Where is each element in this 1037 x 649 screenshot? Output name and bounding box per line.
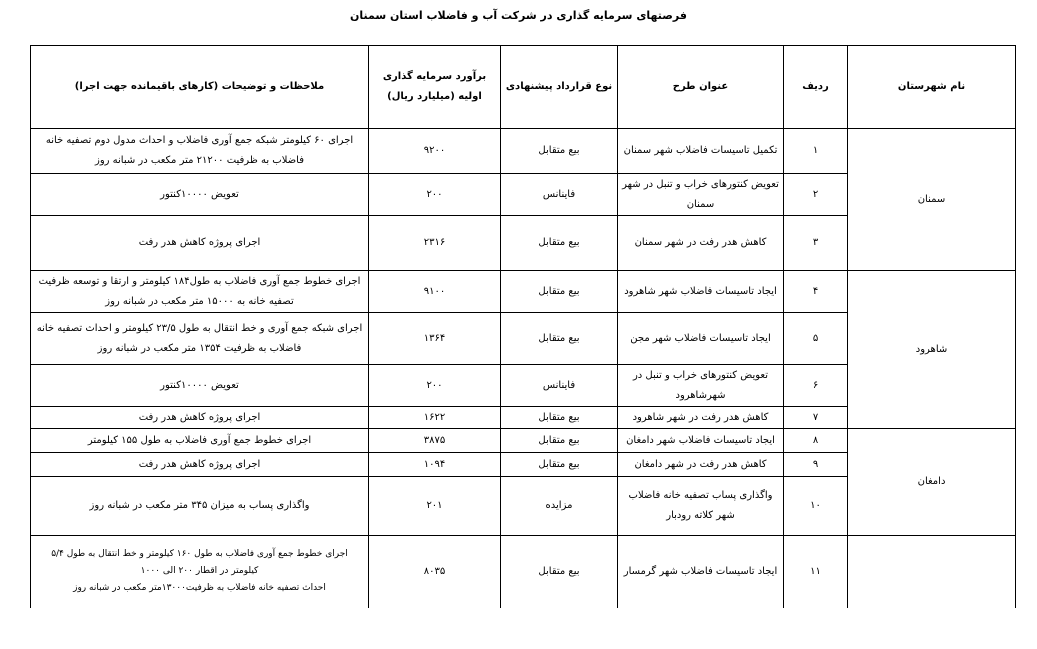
notes-text: اجرای پروژه کاهش هدر رفت: [31, 216, 369, 271]
contract-type: بیع متقابل: [501, 536, 618, 608]
city-cell: دامغان: [848, 429, 1016, 536]
project-title: تعویض کنتورهای خراب و تنبل در شهر سمنان: [618, 174, 784, 216]
project-title: کاهش هدر رفت در شهر شاهرود: [618, 407, 784, 429]
cost-value: ۱۳۶۴: [369, 313, 501, 365]
table-row: [31, 129, 1016, 174]
row-number: ۹: [784, 453, 848, 477]
city-cell: سمنان: [848, 129, 1016, 271]
row-number: ۱: [784, 129, 848, 174]
contract-type: فاینانس: [501, 174, 618, 216]
table-row: [31, 429, 1016, 453]
contract-type: فاینانس: [501, 365, 618, 407]
city-cell: شاهرود: [848, 271, 1016, 429]
row-number: ۶: [784, 365, 848, 407]
project-title: تکمیل تاسیسات فاضلاب شهر سمنان: [618, 129, 784, 174]
contract-type: بیع متقابل: [501, 453, 618, 477]
row-number: ۴: [784, 271, 848, 313]
row-number: ۲: [784, 174, 848, 216]
project-title: کاهش هدر رفت در شهر دامغان: [618, 453, 784, 477]
cost-value: ۲۰۱: [369, 477, 501, 536]
table-row: [31, 536, 1016, 608]
table-row: [31, 271, 1016, 313]
table-header-row: [31, 46, 1016, 129]
notes-text: اجرای خطوط جمع آوری فاضلاب به طول ۱۵۵ کیلومتر: [31, 429, 369, 453]
row-number: ۵: [784, 313, 848, 365]
notes-text: اجرای پروژه کاهش هدر رفت: [31, 453, 369, 477]
project-title: ایجاد تاسیسات فاضلاب شهر شاهرود: [618, 271, 784, 313]
notes-line: کیلومتر در اقطار ۲۰۰ الی ۱۰۰۰: [140, 566, 259, 577]
notes-text: اجرای شبکه جمع آوری و خط انتقال به طول ۲۳/۵ کیلومتر و احداث تصفیه خانه فاضلاب به ظرفیت ۱۳۵۴ متر مکعب در شبانه روز: [31, 313, 369, 365]
contract-type: بیع متقابل: [501, 216, 618, 271]
header-project: عنوان طرح: [618, 46, 784, 129]
cost-value: ۳۸۷۵: [369, 429, 501, 453]
city-cell: [848, 536, 1016, 608]
notes-line: اجرای خطوط جمع آوری فاضلاب به طول ۱۶۰ کیلومتر و خط انتقال به طول ۵/۴: [51, 549, 348, 560]
project-title: ایجاد تاسیسات فاضلاب شهر گرمسار: [618, 536, 784, 608]
notes-text: اجرای خطوط جمع آوری فاضلاب به طول۱۸۴ کیلومتر و ارتقا و توسعه ظرفیت تصفیه خانه به ۱۵۰۰۰ متر مکعب در شبانه روز: [31, 271, 369, 313]
project-title: کاهش هدر رفت در شهر سمنان: [618, 216, 784, 271]
cost-value: ۲۰۰: [369, 365, 501, 407]
notes-line: احداث تصفیه خانه فاضلاب به ظرفیت۱۳۰۰۰متر مکعب در شبانه روز: [73, 583, 326, 594]
notes-text: اجرای ۶۰ کیلومتر شبکه جمع آوری فاضلاب و احداث مدول دوم تصفیه خانه فاضلاب به ظرفیت ۲۱۲۰۰ متر مکعب در شبانه روز: [31, 129, 369, 174]
header-cost: برآورد سرمایه گذاری اولیه (میلیارد ریال): [369, 46, 501, 129]
notes-text: تعویض ۱۰۰۰۰کنتور: [31, 365, 369, 407]
contract-type: بیع متقابل: [501, 271, 618, 313]
row-number: ۱۰: [784, 477, 848, 536]
cost-value: ۱۶۲۲: [369, 407, 501, 429]
notes-text: تعویض ۱۰۰۰۰کنتور: [31, 174, 369, 216]
project-title: ایجاد تاسیسات فاضلاب شهر دامغان: [618, 429, 784, 453]
notes-text: [31, 536, 369, 608]
contract-type: مزایده: [501, 477, 618, 536]
project-title: ایجاد تاسیسات فاضلاب شهر مجن: [618, 313, 784, 365]
header-contract: نوع قرارداد پیشنهادی: [501, 46, 618, 129]
row-number: ۸: [784, 429, 848, 453]
cost-value: ۱۰۹۴: [369, 453, 501, 477]
notes-text: واگذاری پساب به میزان ۳۴۵ متر مکعب در شبانه روز: [31, 477, 369, 536]
page-title: فرصتهای سرمایه گذاری در شرکت آب و فاضلاب استان سمنان: [350, 9, 687, 22]
cost-value: ۸۰۳۵: [369, 536, 501, 608]
project-title: تعویض کنتورهای خراب و تنبل در شهرشاهرود: [618, 365, 784, 407]
notes-text: اجرای پروژه کاهش هدر رفت: [31, 407, 369, 429]
project-title: واگذاری پساب تصفیه خانه فاضلاب شهر کلاته رودبار: [618, 477, 784, 536]
contract-type: بیع متقابل: [501, 407, 618, 429]
contract-type: بیع متقابل: [501, 129, 618, 174]
cost-value: ۹۱۰۰: [369, 271, 501, 313]
row-number: ۱۱: [784, 536, 848, 608]
cost-value: ۹۲۰۰: [369, 129, 501, 174]
header-notes: ملاحظات و توضیحات (کارهای باقیمانده جهت اجرا): [31, 46, 369, 129]
header-row-number: ردیف: [784, 46, 848, 129]
header-city: نام شهرستان: [848, 46, 1016, 129]
contract-type: بیع متقابل: [501, 429, 618, 453]
cost-value: ۲۳۱۶: [369, 216, 501, 271]
investment-table: [30, 45, 1016, 608]
cost-value: ۲۰۰: [369, 174, 501, 216]
contract-type: بیع متقابل: [501, 313, 618, 365]
row-number: ۷: [784, 407, 848, 429]
row-number: ۳: [784, 216, 848, 271]
